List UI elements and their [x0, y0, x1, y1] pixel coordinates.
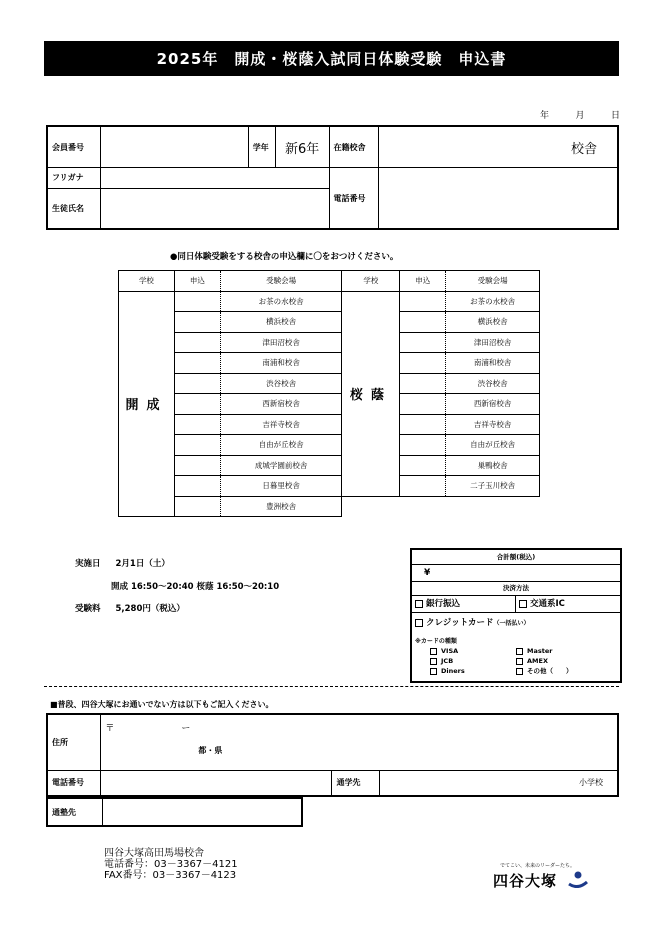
date-line: [540, 108, 620, 121]
contact-fax: FAX番号：03－3367－4123: [104, 870, 237, 881]
credit-option[interactable]: [415, 616, 530, 628]
venue-ouin: 西新宿校舎: [446, 394, 540, 415]
logo-text: 四谷大塚: [493, 872, 558, 890]
student-name-label: 生徒氏名: [47, 188, 101, 229]
venue-kaisei: 豊洲校舎: [220, 496, 342, 517]
apply-cell-ouin[interactable]: [400, 455, 446, 476]
contact-phone: 電話番号：03－3367－4121: [104, 859, 238, 870]
venue-ouin: 渋谷校舎: [446, 373, 540, 394]
yen-sign: ¥: [424, 568, 431, 578]
elementary-suffix: 小学校: [579, 778, 603, 788]
venue-row: [119, 373, 540, 394]
apply-cell-ouin[interactable]: [400, 476, 446, 497]
card-amex[interactable]: [516, 656, 606, 666]
header-venue-2: 受験会場: [446, 271, 540, 292]
logo-mark-icon: [567, 870, 589, 888]
student-name-field[interactable]: [101, 188, 329, 229]
venue-row: [119, 291, 540, 312]
credit-checkbox[interactable]: [415, 619, 423, 627]
furigana-label: フリガナ: [47, 168, 101, 188]
venue-ouin: お茶の水校舎: [446, 291, 540, 312]
apply-cell-ouin[interactable]: [400, 353, 446, 374]
card-diners-label: Diners: [441, 667, 465, 675]
card-jcb-label: JCB: [441, 657, 454, 665]
card-master-label: Master: [527, 647, 553, 655]
card-visa-checkbox[interactable]: [430, 648, 437, 655]
prefecture-label: 都・県: [198, 746, 223, 755]
bank-label: 銀行振込: [426, 599, 461, 609]
address-table: [46, 713, 619, 797]
venue-kaisei: 南浦和校舎: [220, 353, 342, 374]
card-other-checkbox[interactable]: [516, 668, 523, 675]
apply-cell-kaisei[interactable]: [174, 455, 220, 476]
school-kaisei: 開成: [119, 291, 175, 517]
header-venue-1: 受験会場: [220, 271, 342, 292]
venue-kaisei: 日暮里校舎: [220, 476, 342, 497]
venue-kaisei: 西新宿校舎: [220, 394, 342, 415]
cram-field[interactable]: [103, 798, 303, 826]
card-amex-label: AMEX: [527, 657, 548, 665]
venue-row: [119, 312, 540, 333]
cram-table: [46, 797, 303, 827]
grade-label: 学年: [248, 126, 275, 168]
apply-cell-kaisei[interactable]: [174, 435, 220, 456]
furigana-field[interactable]: [101, 168, 329, 188]
section-divider: [44, 686, 619, 687]
venue-table: [118, 270, 540, 517]
apply-cell-ouin[interactable]: [400, 291, 446, 312]
address-field[interactable]: [101, 714, 618, 770]
contact-info: [104, 848, 238, 881]
form-title: 2025年 開成・桜蔭入試同日体験受験 申込書: [44, 41, 619, 76]
card-jcb[interactable]: [430, 656, 516, 666]
time-info: 開成 16:50～20:40 桜蔭 16:50～20:10: [111, 582, 280, 592]
card-diners-checkbox[interactable]: [430, 668, 437, 675]
fee-label: 受験料: [75, 604, 101, 614]
instruction-text: ●同日体験受験をする校舎の申込欄に〇をおつけください。: [170, 252, 399, 262]
venue-ouin: 自由が丘校舎: [446, 435, 540, 456]
bank-option[interactable]: [415, 596, 516, 612]
apply-cell-kaisei[interactable]: [174, 496, 220, 517]
bank-checkbox[interactable]: [415, 600, 423, 608]
venue-kaisei: 吉祥寺校舎: [220, 414, 342, 435]
apply-cell-ouin[interactable]: [400, 312, 446, 333]
elementary-school-field[interactable]: [380, 770, 618, 796]
payment-box: [410, 548, 622, 683]
method-row: [412, 596, 620, 613]
card-other-label: その他（ ）: [527, 667, 573, 675]
venue-row: [119, 496, 540, 517]
venue-kaisei: お茶の水校舎: [220, 291, 342, 312]
logo: [493, 870, 589, 891]
school-suffix: 校舎: [570, 141, 597, 157]
date-label: 実施日: [75, 559, 101, 569]
venue-ouin: 横浜校舎: [446, 312, 540, 333]
card-types-grid: [430, 646, 610, 676]
venue-ouin: 巣鴨校舎: [446, 455, 540, 476]
card-master-checkbox[interactable]: [516, 648, 523, 655]
venue-ouin: 津田沼校舎: [446, 332, 540, 353]
apply-cell-kaisei[interactable]: [174, 373, 220, 394]
elementary-school-label: 通学先: [332, 770, 380, 796]
grade-value: 新6年: [275, 126, 329, 168]
postal-mark: 〒: [105, 724, 115, 734]
card-types-label: ※カードの種類: [415, 638, 457, 645]
venue-row: [119, 414, 540, 435]
card-visa-label: VISA: [441, 647, 459, 655]
card-amex-checkbox[interactable]: [516, 658, 523, 665]
venue-row: [119, 476, 540, 497]
fee-value: 5,280円（税込）: [115, 604, 185, 614]
venue-kaisei: 渋谷校舎: [220, 373, 342, 394]
member-no-label: 会員番号: [47, 126, 101, 168]
venue-kaisei: 成城学園前校舎: [220, 455, 342, 476]
header-school-2: 学校: [342, 271, 400, 292]
venue-kaisei: 自由が丘校舎: [220, 435, 342, 456]
venue-ouin: 二子玉川校舎: [446, 476, 540, 497]
card-diners[interactable]: [430, 666, 516, 676]
header-school-1: 学校: [119, 271, 175, 292]
header-apply-2: 申込: [400, 271, 446, 292]
branch-name: 四谷大塚高田馬場校舎: [104, 848, 204, 859]
apply-cell-ouin[interactable]: [400, 332, 446, 353]
empty-cell: [342, 496, 540, 517]
venue-kaisei: 津田沼校舎: [220, 332, 342, 353]
card-visa[interactable]: [430, 646, 516, 656]
transit-label: 交通系IC: [530, 599, 565, 609]
method-label: 決済方法: [412, 582, 620, 596]
total-label: 合計額(税込): [412, 550, 620, 565]
apply-cell-ouin[interactable]: [400, 373, 446, 394]
year-label: 年: [540, 111, 550, 121]
phone-field[interactable]: [379, 168, 618, 229]
apply-cell-kaisei[interactable]: [174, 312, 220, 333]
address-label: 住所: [47, 714, 101, 770]
venue-row: [119, 394, 540, 415]
apply-cell-kaisei[interactable]: [174, 414, 220, 435]
addr-phone-label: 電話番号: [47, 770, 101, 796]
day-label: 日: [610, 111, 620, 121]
logo-tagline: でてこい、未来のリーダーたち。: [500, 863, 576, 869]
month-label: 月: [575, 111, 585, 121]
date-info: [75, 557, 170, 569]
transit-option[interactable]: [519, 596, 565, 612]
apply-cell-kaisei[interactable]: [174, 394, 220, 415]
addr-phone-field[interactable]: [101, 770, 332, 796]
member-no-field[interactable]: [101, 126, 248, 168]
total-field[interactable]: [412, 565, 620, 582]
school-field[interactable]: [379, 126, 618, 168]
card-other[interactable]: [516, 666, 606, 676]
credit-note: （一括払い）: [493, 620, 530, 627]
apply-cell-ouin[interactable]: [400, 394, 446, 415]
postal-dash: ー: [181, 724, 191, 734]
apply-cell-kaisei[interactable]: [174, 476, 220, 497]
venue-row: [119, 455, 540, 476]
venue-row: [119, 435, 540, 456]
venue-ouin: 南浦和校舎: [446, 353, 540, 374]
cram-label: 通塾先: [47, 798, 103, 826]
member-info-table: [46, 125, 619, 230]
non-member-note: ■普段、四谷大塚にお通いでない方は以下もご記入ください。: [50, 700, 274, 709]
apply-cell-ouin[interactable]: [400, 435, 446, 456]
apply-cell-kaisei[interactable]: [174, 291, 220, 312]
school-label: 在籍校舎: [329, 126, 379, 168]
apply-cell-ouin[interactable]: [400, 414, 446, 435]
venue-ouin: 吉祥寺校舎: [446, 414, 540, 435]
date-value: 2月1日（土）: [115, 559, 170, 569]
card-jcb-checkbox[interactable]: [430, 658, 437, 665]
apply-cell-kaisei[interactable]: [174, 332, 220, 353]
card-master[interactable]: [516, 646, 606, 656]
fee-info: [75, 602, 185, 614]
venue-kaisei: 横浜校舎: [220, 312, 342, 333]
venue-row: [119, 332, 540, 353]
credit-label: クレジットカード: [426, 618, 494, 628]
venue-row: [119, 353, 540, 374]
transit-checkbox[interactable]: [519, 600, 527, 608]
school-ouin: 桜蔭: [342, 291, 400, 496]
header-apply-1: 申込: [174, 271, 220, 292]
phone-label: 電話番号: [329, 168, 379, 229]
apply-cell-kaisei[interactable]: [174, 353, 220, 374]
